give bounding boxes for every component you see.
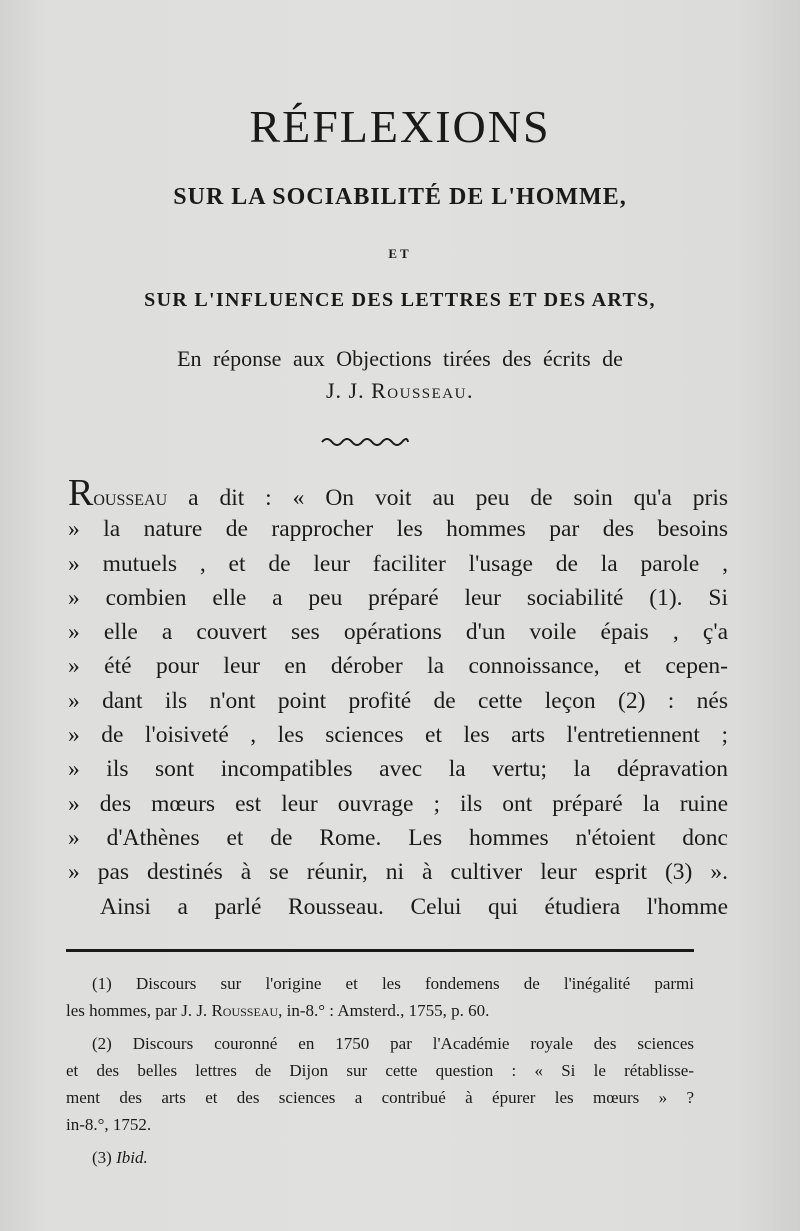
title-line-3: SUR L'INFLUENCE DES LETTRES ET DES ARTS, — [144, 289, 656, 311]
text-line: » d'Athènes et de Rome. Les hommes n'étoient donc — [68, 824, 728, 851]
subtitle-author — [0, 378, 800, 404]
footnote-line: et des belles lettres de Dijon sur cette question : « Si le rétablisse- — [66, 1061, 694, 1080]
text-line: Ainsi a parlé Rousseau. Celui qui étudiera l'homme — [100, 893, 728, 920]
text-line: » pas destinés à se réunir, ni à cultiver leur esprit (3) ». — [68, 859, 728, 886]
footnote-line: in-8.°, 1752. — [66, 1115, 152, 1134]
text-fragment: Rousseau — [211, 1001, 279, 1020]
text-line: » elle a couvert ses opérations d'un voile épais , ç'a — [68, 619, 728, 646]
footnote-line: ment des arts et des sciences a contribué à épurer les mœurs » ? — [66, 1088, 694, 1107]
footnote-divider — [66, 949, 694, 952]
text-fragment: a dit : « On voit au peu de soin qu'a pris — [167, 485, 728, 511]
footnote-line — [66, 997, 694, 1024]
text-fragment: les hommes, par J. J. — [66, 1001, 212, 1020]
text-line: » mutuels , et de leur faciliter l'usage de la parole , — [68, 550, 728, 577]
title-line-2: ET — [388, 246, 412, 261]
footnote-line: (1) Discours sur l'origine et les fondemens de l'inégalité parmi — [92, 974, 694, 993]
text-line: » la nature de rapprocher les hommes par des besoins — [68, 516, 728, 543]
footnotes — [66, 970, 694, 1177]
footnote-2 — [66, 1030, 694, 1138]
title-line-1: SUR LA SOCIABILITÉ DE L'HOMME, — [173, 184, 627, 210]
text-line: » de l'oisiveté , les sciences et les arts l'entretiennent ; — [68, 722, 728, 749]
subtitle-reponse: En réponse aux Objections tirées des écrits de — [177, 346, 623, 371]
author-initials: J. J. — [326, 378, 365, 403]
text-line — [68, 472, 728, 514]
footnote-line — [66, 1144, 694, 1171]
author-name: Rousseau. — [371, 378, 474, 403]
text-line: » ils sont incompatibles avec la vertu; la dépravation — [68, 756, 728, 783]
dropcap: R — [68, 472, 94, 514]
footnote-line: (2) Discours couronné en 1750 par l'Académie royale des sciences — [92, 1034, 694, 1053]
text-line: » été pour leur en dérober la connoissance, et cepen- — [68, 653, 728, 680]
title-main: RÉFLEXIONS — [249, 101, 551, 152]
footnote-1 — [66, 970, 694, 1024]
text-line: » dant ils n'ont point profité de cette leçon (2) : nés — [68, 687, 728, 714]
footnote-3 — [66, 1144, 694, 1171]
text-fragment: ousseau — [93, 485, 168, 511]
text-fragment: , in-8.° : Amsterd., 1755, p. 60. — [278, 1001, 490, 1020]
ornament-divider-icon — [320, 434, 410, 450]
text-line: » des mœurs est leur ouvrage ; ils ont préparé la ruine — [68, 790, 728, 817]
text-fragment: (3) — [92, 1148, 117, 1167]
text-fragment: Ibid. — [116, 1148, 148, 1167]
main-text — [68, 472, 728, 924]
text-line: » combien elle a peu préparé leur sociabilité (1). Si — [68, 584, 728, 611]
